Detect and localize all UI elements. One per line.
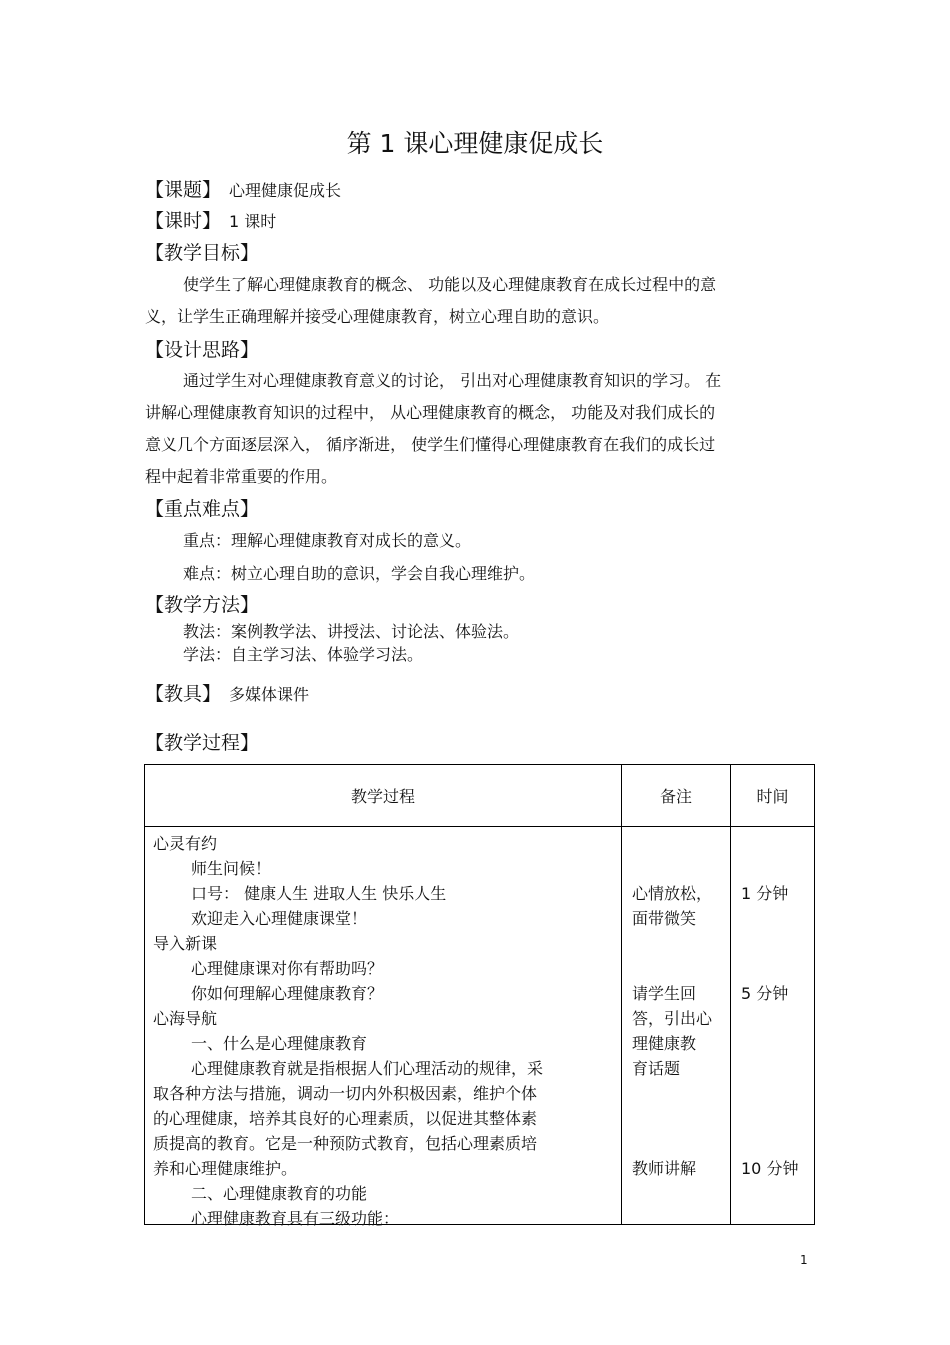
content-line: 一、什么是心理健康教育	[191, 1034, 368, 1053]
topic-value: 心理健康促成长	[229, 181, 342, 200]
method-line: 学法：自主学习法、体验学习法。	[183, 645, 424, 664]
objective-heading: 【教学目标】	[145, 242, 260, 264]
design-line: 讲解心理健康教育知识的过程中， 从心理健康教育的概念， 功能及对我们成长的	[145, 403, 716, 422]
process-heading: 【教学过程】	[145, 732, 260, 754]
design-line: 意义几个方面逐层深入， 循序渐进， 使学生们懂得心理健康教育在我们的成长过	[145, 435, 716, 454]
content-line: 你如何理解心理健康教育？	[191, 984, 384, 1003]
content-line: 心海导航	[153, 1009, 218, 1028]
process-content-cell	[145, 827, 622, 1228]
hours-label: 【课时】	[145, 210, 222, 232]
content-line: 心理健康课对你有帮助吗？	[191, 959, 384, 978]
note-line: 育话题	[632, 1059, 681, 1078]
methods-heading: 【教学方法】	[145, 594, 260, 616]
keypoints-heading: 【重点难点】	[145, 498, 260, 520]
process-notes-cell	[622, 827, 731, 1225]
hours-row	[145, 206, 276, 233]
note-line: 教师讲解	[632, 1159, 697, 1178]
content-line: 导入新课	[153, 934, 218, 953]
tools-label: 【教具】	[145, 683, 222, 705]
note-line: 答，引出心	[632, 1009, 713, 1028]
table-row	[145, 827, 815, 1225]
content-line: 口号： 健康人生 进取人生 快乐人生	[191, 884, 447, 903]
content-line: 二、心理健康教育的功能	[191, 1184, 368, 1203]
page-title: 第 1 课心理健康促成长	[346, 129, 604, 158]
header-process: 教学过程	[145, 765, 622, 827]
content-line: 心灵有约	[153, 834, 218, 853]
content-line: 取各种方法与措施，调动一切内外积极因素，维护个体	[153, 1084, 538, 1103]
tools-value: 多媒体课件	[229, 685, 310, 704]
note-line: 请学生回	[632, 984, 697, 1003]
topic-label: 【课题】	[145, 179, 222, 201]
time-value: 5 分钟	[741, 984, 789, 1003]
content-line: 的心理健康，培养其良好的心理素质，以促进其整体素	[153, 1109, 538, 1128]
note-line: 心情放松，	[632, 884, 713, 903]
objective-line: 使学生了解心理健康教育的概念、 功能以及心理健康教育在成长过程中的意	[183, 275, 717, 294]
keypoint-line: 难点：树立心理自助的意识，学会自我心理维护。	[183, 564, 536, 583]
note-line: 理健康教	[632, 1034, 697, 1053]
page-number: 1	[800, 1253, 808, 1267]
content-line: 质提高的教育。它是一种预防式教育，包括心理素质培	[153, 1134, 538, 1153]
content-line: 养和心理健康维护。	[153, 1159, 298, 1178]
design-heading: 【设计思路】	[145, 339, 260, 361]
hours-value: 1 课时	[229, 212, 277, 231]
header-notes: 备注	[622, 765, 731, 827]
tools-row	[145, 679, 309, 706]
design-line: 程中起着非常重要的作用。	[145, 467, 338, 486]
process-time-cell	[731, 827, 815, 1225]
table-header-row	[145, 765, 815, 827]
header-time: 时间	[731, 765, 815, 827]
time-value: 1 分钟	[741, 884, 789, 903]
objective-line: 义，让学生正确理解并接受心理健康教育，树立心理自助的意识。	[145, 307, 610, 326]
note-line: 面带微笑	[632, 909, 697, 928]
content-line: 心理健康教育具有三级功能：	[191, 1209, 400, 1228]
process-table	[144, 764, 815, 1228]
content-line: 欢迎走入心理健康课堂！	[191, 909, 368, 928]
design-line: 通过学生对心理健康教育意义的讨论， 引出对心理健康教育知识的学习。 在	[183, 371, 722, 390]
topic-row	[145, 175, 341, 202]
content-line: 心理健康教育就是指根据人们心理活动的规律，采	[191, 1059, 544, 1078]
time-value: 10 分钟	[741, 1159, 799, 1178]
keypoint-line: 重点：理解心理健康教育对成长的意义。	[183, 531, 472, 550]
method-line: 教法：案例教学法、讲授法、讨论法、体验法。	[183, 622, 520, 641]
content-line: 师生问候！	[191, 859, 272, 878]
